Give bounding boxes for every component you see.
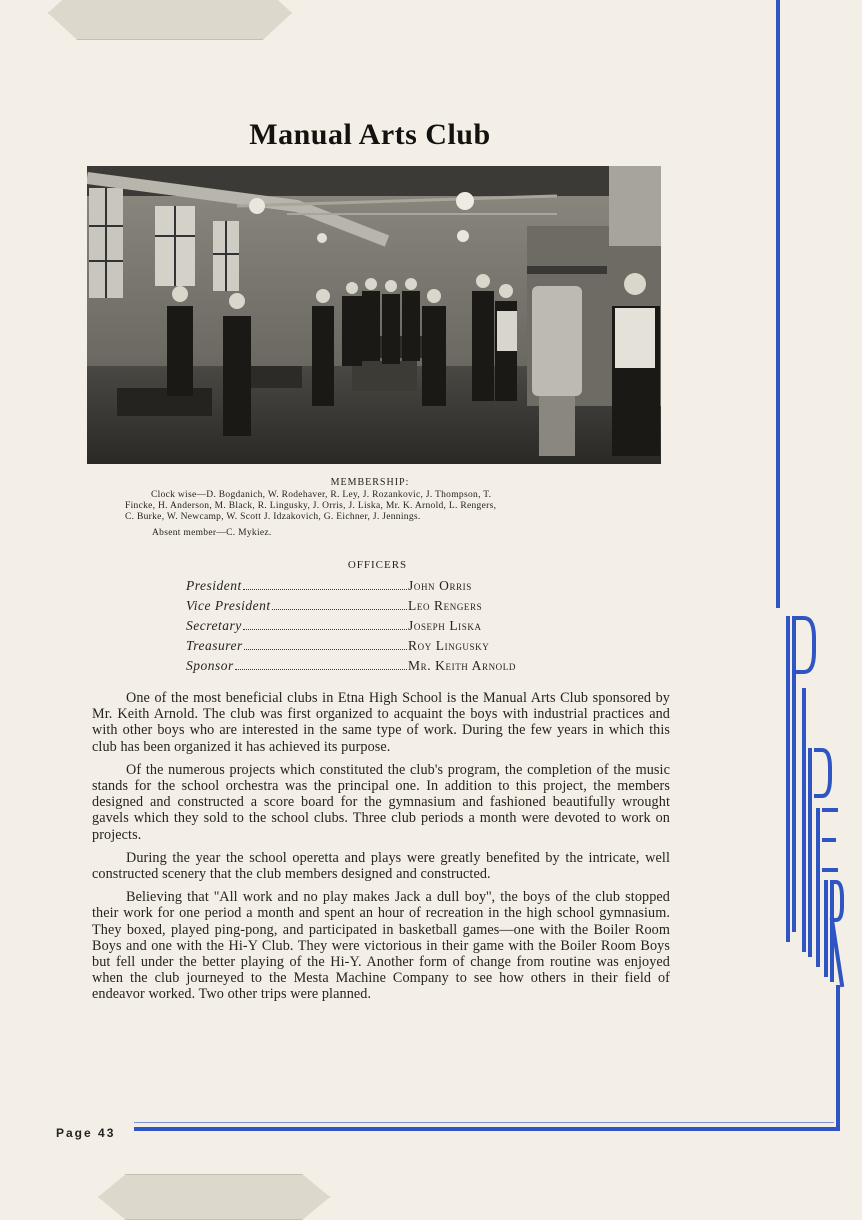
membership-line: C. Burke, W. Newcamp, W. Scott J. Idzakovich, G. Eichner, J. Jennings. [125, 512, 421, 522]
page-number: Page 43 [56, 1126, 116, 1140]
officer-row-secretary [186, 618, 546, 638]
officer-row-treasurer [186, 638, 546, 658]
membership-line: Fincke, H. Anderson, M. Black, R. Lingusky, J. Orris, J. Liska, Mr. K. Arnold, L. Rengers, [125, 501, 497, 511]
page-title: Manual Arts Club [249, 118, 491, 151]
leader-dots [243, 629, 407, 630]
article-body [92, 690, 670, 1010]
membership-line: Clock wise—D. Bogdanich, W. Rodehaver, R. Ley, J. Rozankovic, J. Thompson, T. [151, 490, 492, 500]
leader-dots [272, 609, 407, 610]
page-tab-bottom [98, 1174, 330, 1220]
paragraph: Believing that ''All work and no play makes Jack a dull boy'', the boys of the club stopped their work for one period a month and spent an hour of recreation in the high school gymnasium. They boxed, played ping-pong, and participated in basketball games—one with the Boiler Room Boys and one with the Hi-Y Club. They were victorious in their game with the Boiler Room Boys but fell under the better playing of the Hi-Y. Another form of change from routine was enjoyed when the club journeyed to the Mesta Machine Company to see how others in their field of endeavor worked. Two other trips were planned. [92, 889, 670, 1003]
paragraph: During the year the school operetta and plays were greatly benefited by the intricate, well constructed scenery that the club members designed and constructed. [92, 849, 670, 883]
officer-row-vice-president [186, 598, 546, 618]
piper-logo [780, 600, 848, 1000]
border-line-bottom-thin [134, 1122, 834, 1123]
paragraph: One of the most beneficial clubs in Etna High School is the Manual Arts Club sponsored by Mr. Keith Arnold. The club was first organized to acquaint the boys with industrial practices and with other boys who are interested in the same type of work. During the few years in which this club has been organized it has achieved its purpose. [92, 690, 670, 755]
leader-dots [235, 669, 407, 670]
officer-role: Vice President [186, 598, 271, 613]
officers-heading: OFFICERS [347, 559, 408, 571]
border-line-bottom [134, 1127, 840, 1131]
leader-dots [244, 649, 407, 650]
officer-name: Mr. Keith Arnold [408, 658, 516, 673]
paragraph: Of the numerous projects which constituted the club's program, the completion of the music stands for the school orchestra was the principal one. In addition to this project, the members designed and constructed a score board for the gymnasium and fashioned beautifully wrought gavels which they sold to the school clubs. Three club periods a month were devoted to work on projects. [92, 761, 670, 843]
membership-heading: MEMBERSHIP: [330, 477, 410, 488]
border-line-vertical-lower [836, 985, 840, 1127]
officer-role: Sponsor [186, 658, 234, 673]
officer-role: Secretary [186, 618, 242, 633]
officer-role: President [186, 578, 242, 593]
club-photo [87, 166, 661, 464]
officer-role: Treasurer [186, 638, 243, 653]
officer-name: John Orris [408, 578, 472, 593]
border-line-vertical [776, 0, 780, 608]
leader-dots [243, 589, 407, 590]
membership-list [125, 490, 630, 523]
absent-member: Absent member—C. Mykiez. [152, 528, 272, 538]
workshop-photo-illustration [87, 166, 661, 464]
officer-name: Leo Rengers [408, 598, 483, 613]
officer-row-president [186, 578, 546, 598]
officer-name: Joseph Liska [408, 618, 482, 633]
officer-row-sponsor [186, 658, 546, 678]
officer-name: Roy Lingusky [408, 638, 490, 653]
page-tab-top [48, 0, 292, 40]
